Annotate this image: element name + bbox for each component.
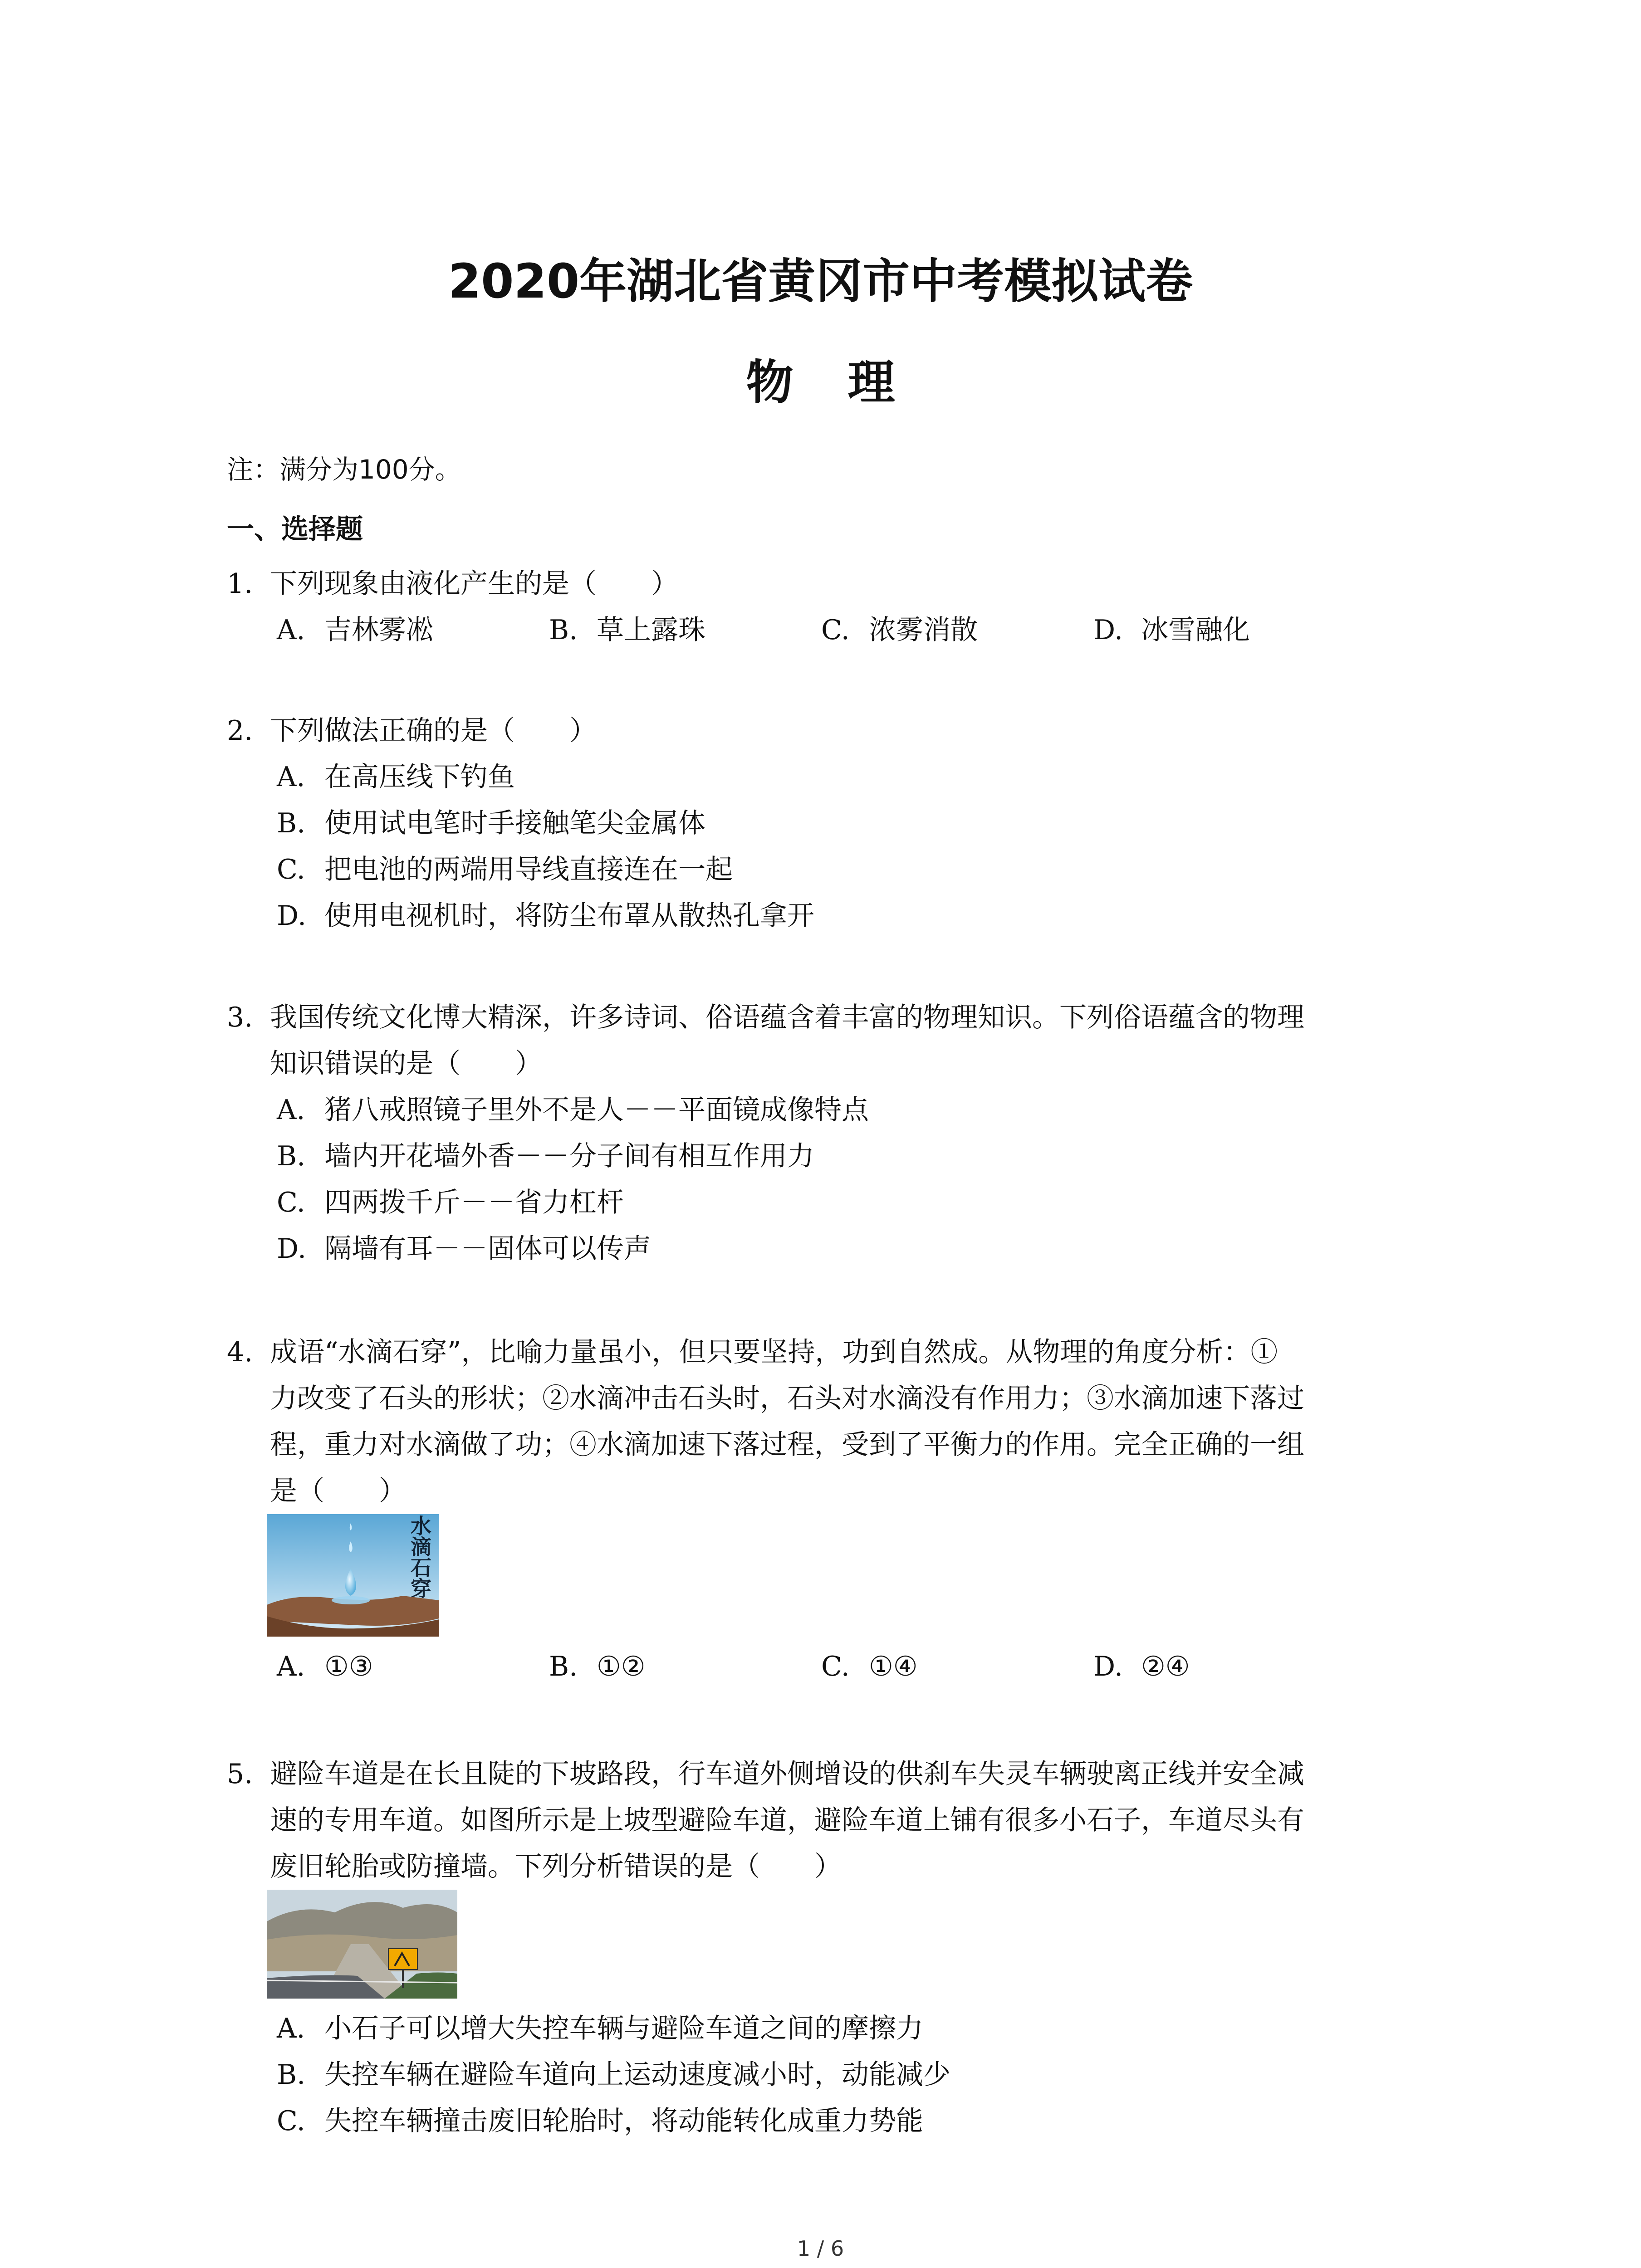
option-text: 失控车辆撞击废旧轮胎时，将动能转化成重力势能	[324, 2105, 923, 2137]
option-label: D.	[1093, 614, 1123, 646]
option-text: 吉林雾凇	[324, 614, 433, 646]
option-d	[227, 893, 1443, 939]
option-text: 隔墙有耳－－固体可以传声	[324, 1233, 651, 1265]
option-text: ①④	[869, 1651, 918, 1682]
option-text: 使用电视机时，将防尘布罩从散热孔拿开	[324, 900, 814, 932]
question-stem	[227, 561, 1443, 607]
option-c	[227, 846, 1443, 893]
option-b	[549, 1643, 821, 1690]
subject-title	[0, 353, 1641, 412]
option-text: ①③	[324, 1651, 373, 1682]
option-text: 把电池的两端用导线直接连在一起	[324, 854, 733, 885]
option-label: C.	[277, 1187, 305, 1218]
stem-line: 程，重力对水滴做了功；④水滴加速下落过程，受到了平衡力的作用。完全正确的一组	[270, 1429, 1304, 1461]
option-text: 失控车辆在避险车道向上运动速度减小时，动能减少	[324, 2059, 950, 2091]
stem-text: 下列现象由液化产生的是（ ）	[270, 568, 678, 600]
option-text: 小石子可以增大失控车辆与避险车道之间的摩擦力	[324, 2013, 923, 2044]
option-label: D.	[277, 900, 307, 932]
stem-line: 避险车道是在长且陡的下坡路段，行车道外侧增设的供刹车失灵车辆驶离正线并安全减	[270, 1758, 1304, 1790]
question-stem	[227, 1751, 1443, 1890]
option-label: D.	[277, 1233, 307, 1265]
option-d	[1093, 607, 1366, 653]
question-4	[227, 1329, 1443, 1690]
option-b	[227, 800, 1443, 846]
question-3	[227, 994, 1443, 1272]
option-a	[277, 1643, 549, 1690]
option-text: 四两拨千斤－－省力杠杆	[324, 1187, 624, 1218]
options-row	[227, 607, 1443, 653]
option-d	[1093, 1643, 1366, 1690]
option-text: 浓雾消散	[869, 614, 978, 646]
stem-line: 我国传统文化博大精深，许多诗词、俗语蕴含着丰富的物理知识。下列俗语蕴含的物理	[270, 1002, 1304, 1033]
option-a	[227, 2005, 1443, 2052]
option-b	[227, 2052, 1443, 2098]
option-a	[277, 607, 549, 653]
option-text: 使用试电笔时手接触笔尖金属体	[324, 807, 705, 839]
escape-lane-figure	[267, 1890, 1443, 2005]
option-label: A.	[277, 761, 305, 793]
options-row	[227, 1643, 1443, 1690]
option-b	[549, 607, 821, 653]
option-b	[227, 1133, 1443, 1179]
option-text: 墙内开花墙外香－－分子间有相互作用力	[324, 1140, 814, 1172]
stem-line: 知识错误的是（ ）	[270, 1048, 542, 1080]
option-c	[821, 1643, 1093, 1690]
option-label: B.	[549, 1651, 578, 1682]
subject-char-2: 理	[847, 355, 895, 410]
option-a	[227, 754, 1443, 800]
option-c	[227, 1179, 1443, 1226]
option-label: C.	[821, 614, 850, 646]
question-number: 4.	[227, 1336, 253, 1368]
option-label: A.	[277, 1094, 305, 1126]
stem-line: 速的专用车道。如图所示是上坡型避险车道，避险车道上铺有很多小石子，车道尽头有	[270, 1804, 1304, 1836]
option-text: ②④	[1141, 1651, 1190, 1682]
option-text: 草上露珠	[597, 614, 705, 646]
stem-line: 成语“水滴石穿”，比喻力量虽小，但只要坚持，功到自然成。从物理的角度分析：①	[270, 1336, 1278, 1368]
score-note: 注：满分为100分。	[227, 454, 461, 485]
option-label: D.	[1093, 1651, 1123, 1682]
option-label: C.	[277, 2105, 305, 2137]
section-heading: 一、选择题	[227, 513, 363, 545]
option-label: C.	[821, 1651, 850, 1682]
option-c	[821, 607, 1093, 653]
question-stem	[227, 994, 1443, 1087]
option-a	[227, 1087, 1443, 1133]
question-5	[227, 1751, 1443, 2144]
stem-line: 是（ ）	[270, 1475, 406, 1507]
question-number: 3.	[227, 1002, 253, 1033]
option-label: B.	[549, 614, 578, 646]
figure-caption: 水滴石穿	[407, 1515, 432, 1598]
subject-char-1: 物	[746, 355, 794, 410]
stem-text: 下列做法正确的是（ ）	[270, 715, 597, 747]
option-label: A.	[277, 2013, 305, 2044]
water-drop-figure	[267, 1514, 1443, 1643]
option-text: 冰雪融化	[1141, 614, 1250, 646]
question-number: 5.	[227, 1758, 253, 1790]
option-label: A.	[277, 614, 305, 646]
option-text: 在高压线下钓鱼	[324, 761, 515, 793]
question-number: 1.	[227, 568, 253, 600]
option-label: A.	[277, 1651, 305, 1682]
option-label: B.	[277, 2059, 306, 2091]
stem-line: 废旧轮胎或防撞墙。下列分析错误的是（ ）	[270, 1851, 842, 1882]
question-stem	[227, 1329, 1443, 1514]
escape-lane-image	[267, 1890, 457, 1999]
question-2	[227, 708, 1443, 939]
option-text: 猪八戒照镜子里外不是人－－平面镜成像特点	[324, 1094, 869, 1126]
stem-line: 力改变了石头的形状；②水滴冲击石头时，石头对水滴没有作用力；③水滴加速下落过	[270, 1383, 1304, 1414]
exam-title: 2020年湖北省黄冈市中考模拟试卷	[448, 254, 1193, 309]
option-label: C.	[277, 854, 305, 885]
option-label: B.	[277, 1140, 306, 1172]
option-text: ①②	[597, 1651, 646, 1682]
question-1	[227, 561, 1443, 653]
question-stem	[227, 708, 1443, 754]
page-number: 1 / 6	[797, 2236, 844, 2261]
option-d	[227, 1226, 1443, 1272]
option-label: B.	[277, 807, 306, 839]
option-c	[227, 2098, 1443, 2144]
question-number: 2.	[227, 715, 253, 747]
